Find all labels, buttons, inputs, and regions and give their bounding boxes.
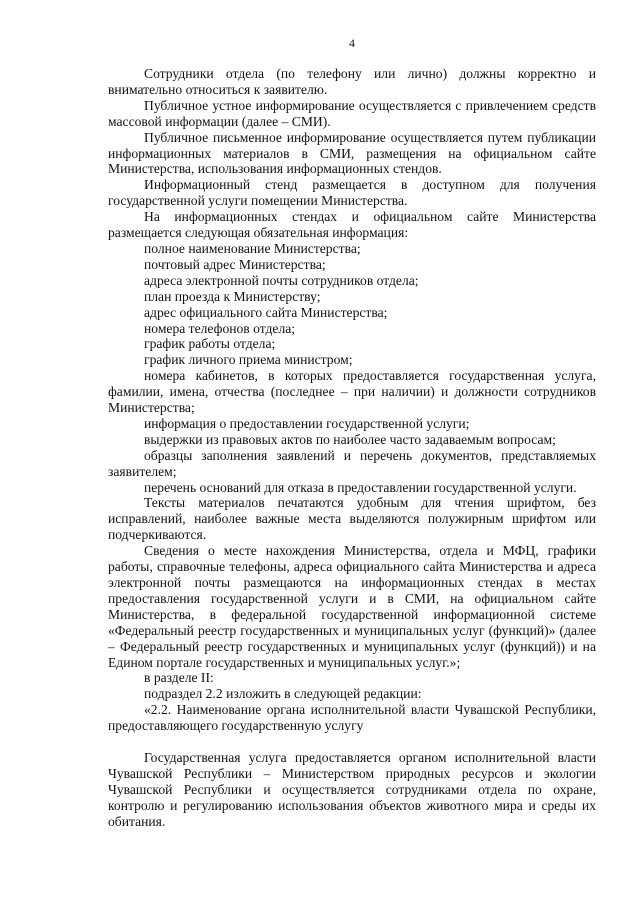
- paragraph: подраздел 2.2 изложить в следующей редакции:: [144, 686, 422, 702]
- page-number: 4: [349, 36, 355, 50]
- paragraph: Сведения о месте нахождения Министерства, отдела и МФЦ, графики работы, справочные телефоны, адреса официального сайта Министерства и адреса электронной почты размещаются на информационных стендах в местах предоставления государственной услуги и в СМИ, на официальном сайте Министерства, в федеральной государственной информационной системе «Федеральный реестр государственных и муниципальных услуг (функций)» (далее – Федеральный реестр государственных и муниципальных услуг (функций)) и на Едином портале государственных и муниципальных услуг.»;: [108, 543, 596, 670]
- paragraph: номера кабинетов, в которых предоставляется государственная услуга, фамилии, имена, отчества (последнее – при наличии) и должности сотрудников Министерства;: [108, 368, 596, 416]
- paragraph: адреса электронной почты сотрудников отдела;: [144, 272, 419, 288]
- paragraph: график личного приема министром;: [144, 352, 353, 368]
- paragraph: номера телефонов отдела;: [144, 320, 296, 336]
- paragraph: полное наименование Министерства;: [144, 240, 361, 256]
- document-page: [108, 36, 596, 829]
- paragraph: график работы отдела;: [144, 336, 276, 352]
- paragraph: перечень оснований для отказа в предоставлении государственной услуги.: [144, 479, 577, 495]
- paragraph: образцы заполнения заявлений и перечень документов, представляемых заявителем;: [108, 447, 596, 479]
- paragraph: адрес официального сайта Министерства;: [144, 304, 388, 320]
- paragraph: Информационный стенд размещается в доступном для получения государственной услуги помещении Министерства.: [108, 177, 596, 209]
- paragraph: план проезда к Министерству;: [144, 288, 321, 304]
- paragraph: На информационных стендах и официальном сайте Министерства размещается следующая обязательная информация:: [108, 209, 596, 241]
- document-body: [108, 66, 596, 829]
- paragraph: почтовый адрес Министерства;: [144, 256, 326, 272]
- paragraph: в разделе II:: [144, 670, 214, 686]
- paragraph: «2.2. Наименование органа исполнительной власти Чувашской Республики, предоставляющего государственную услугу: [108, 702, 596, 734]
- paragraph: Публичное письменное информирование осуществляется путем публикации информационных материалов в СМИ, размещения на официальном сайте Министерства, использования информационных стендов.: [108, 129, 596, 177]
- paragraph: выдержки из правовых актов по наиболее часто задаваемым вопросам;: [144, 431, 556, 447]
- paragraph: Публичное устное информирование осуществляется с привлечением средств массовой информации (далее – СМИ).: [108, 97, 596, 129]
- paragraph: Тексты материалов печатаются удобным для чтения шрифтом, без исправлений, наиболее важные места выделяются полужирным шрифтом или подчеркиваются.: [108, 495, 596, 543]
- paragraph: информация о предоставлении государственной услуги;: [144, 415, 470, 431]
- paragraph: Сотрудники отдела (по телефону или лично) должны корректно и внимательно относиться к заявителю.: [108, 66, 596, 97]
- paragraph: Государственная услуга предоставляется органом исполнительной власти Чувашской Республики – Министерством природных ресурсов и экологии Чувашской Республики и осуществляется сотрудниками отдела по охране, контролю и регулированию использования объектов животного мира и среды их обитания.: [108, 749, 596, 829]
